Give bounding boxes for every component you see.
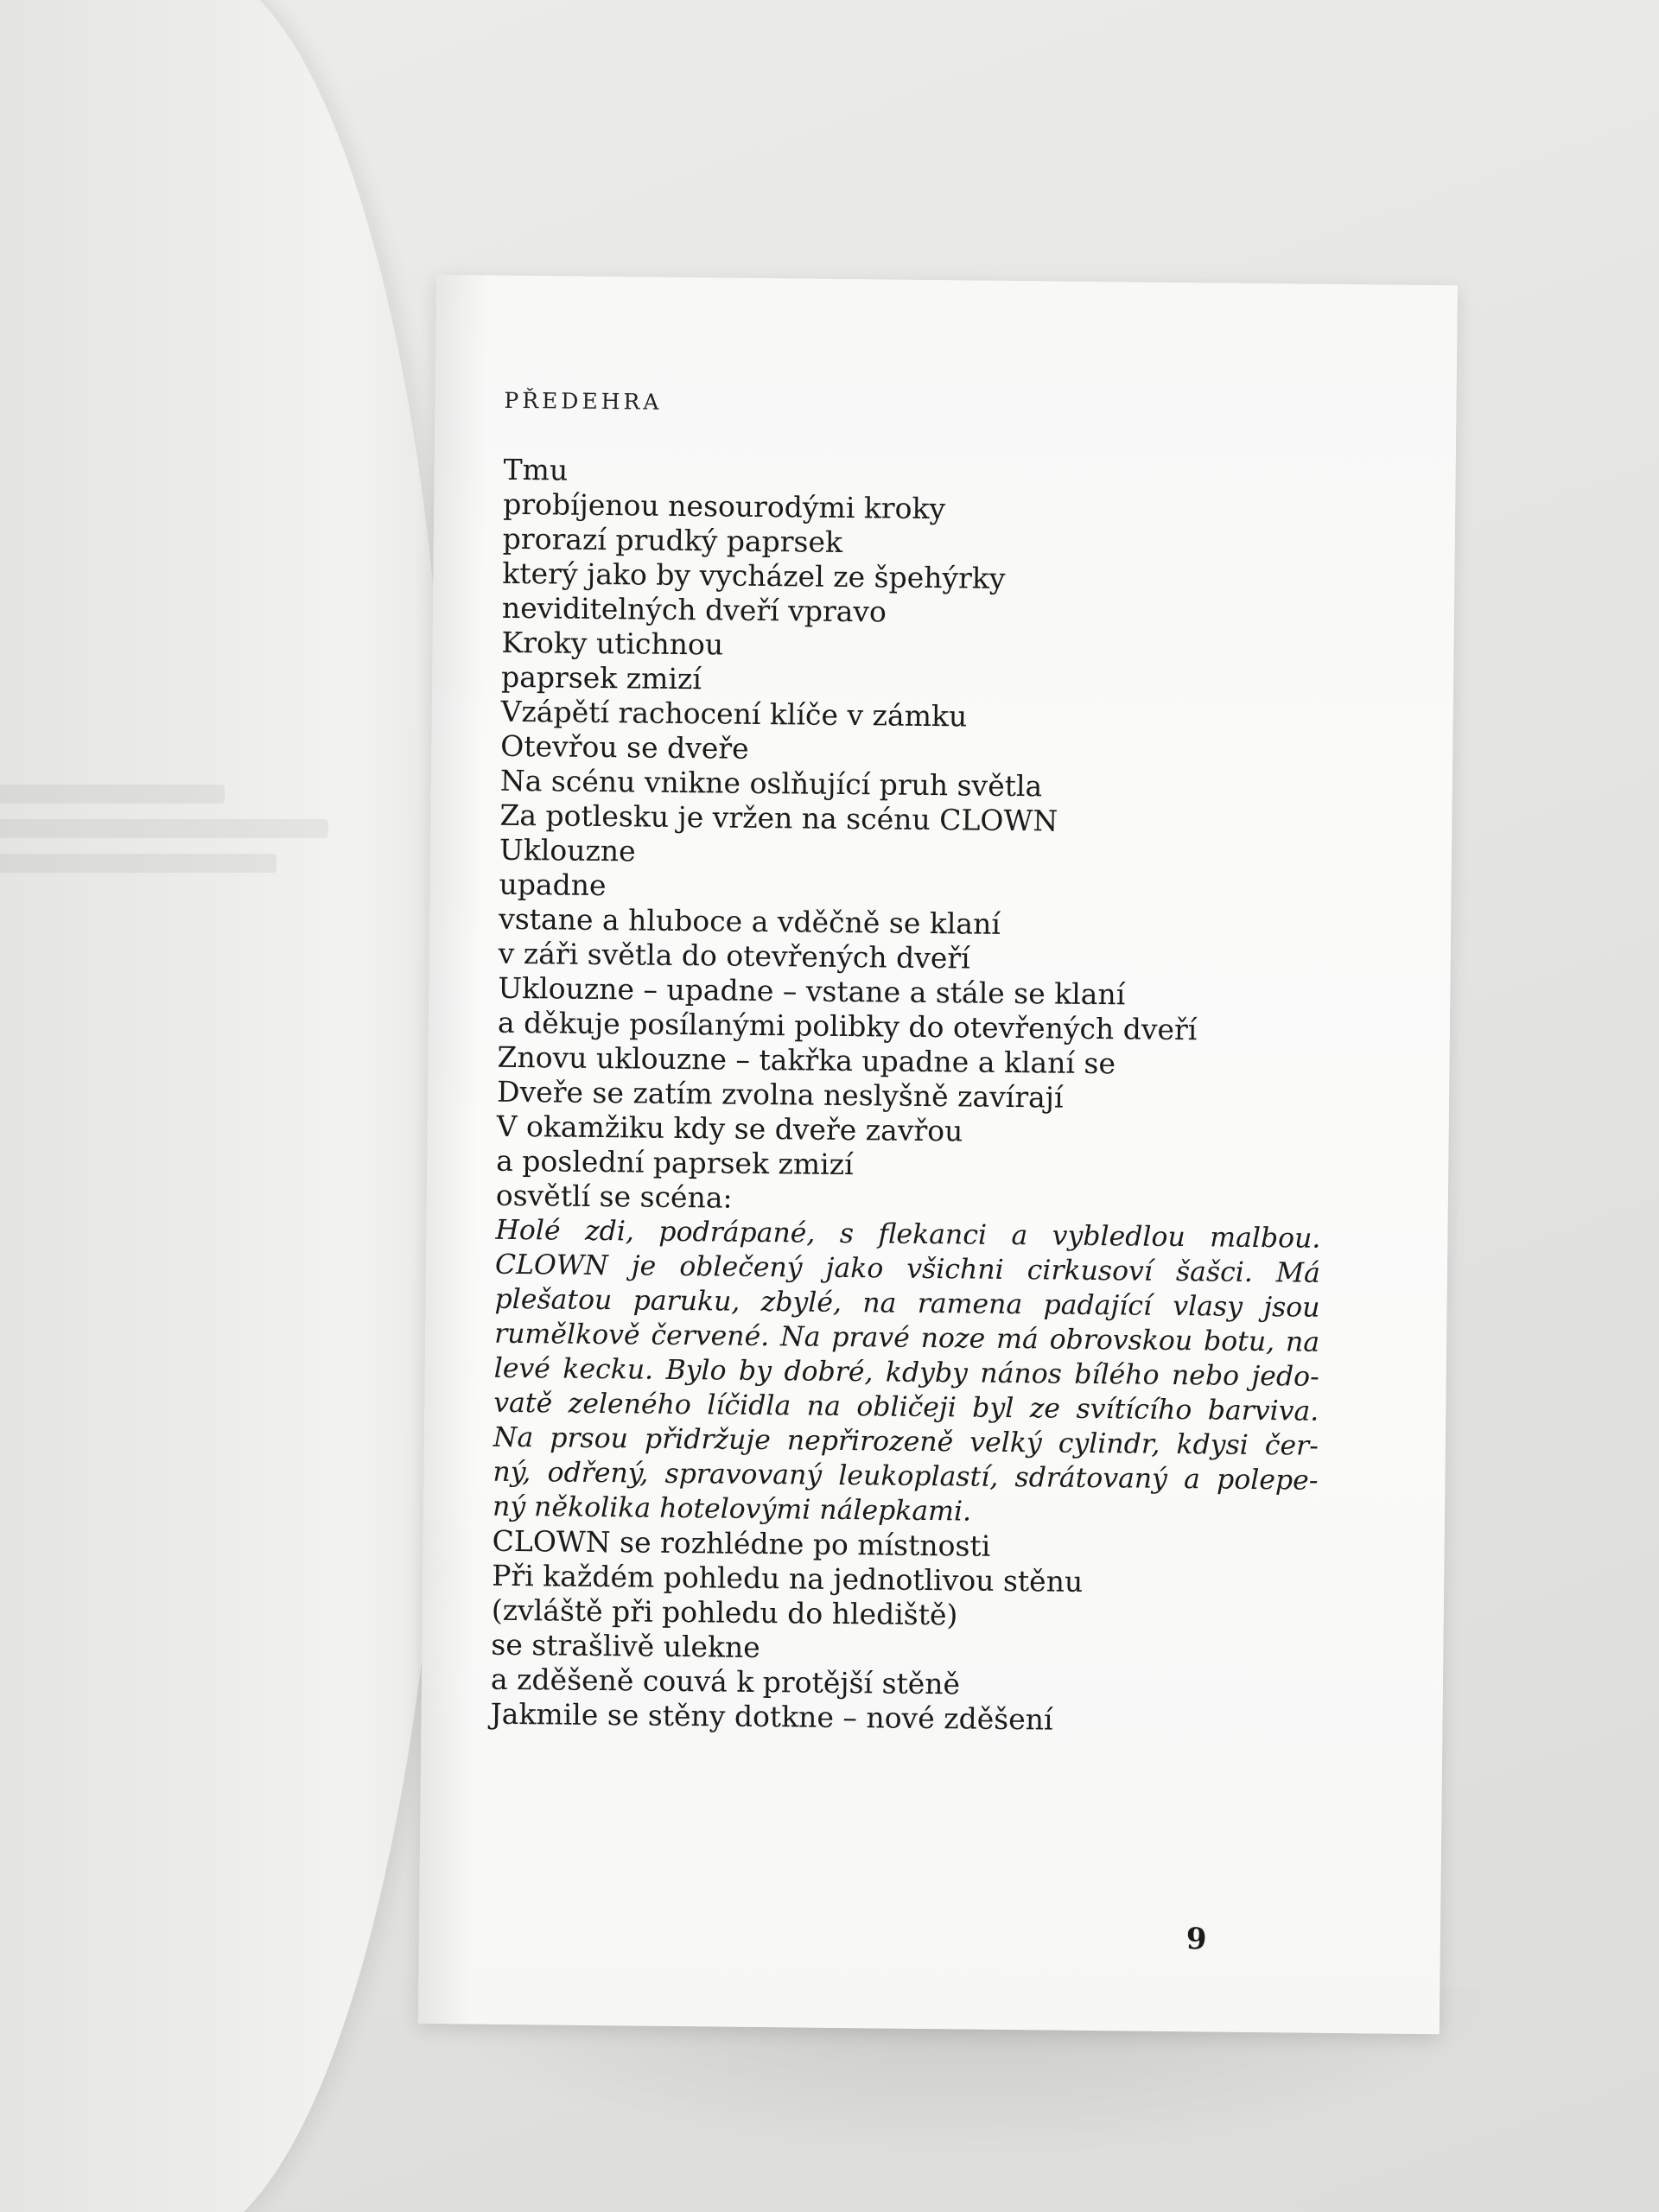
stage-direction-line: ný, odřený, spravovaný leukoplastí, sdrátovaný a polepe- [493, 1456, 1319, 1497]
verse-line: (zvláště při pohledu do hlediště) [491, 1592, 958, 1632]
poem-text [490, 453, 1367, 1740]
verse-line: paprsek zmizí [500, 659, 702, 696]
verse-line: Vzápětí rachocení klíče v zámku [500, 694, 968, 734]
verse-lines-after [490, 1524, 1356, 1740]
verse-line: upadne [499, 867, 607, 903]
verse-line: a poslední paprsek zmizí [496, 1143, 854, 1182]
verse-line: prorazí prudký paprsek [502, 521, 843, 559]
verse-line: a zděšeně couvá k protější stěně [490, 1662, 961, 1701]
stage-direction-line: ný několika hotelovými nálepkami. [492, 1491, 972, 1528]
verse-lines-before [496, 453, 1368, 1222]
verse-line: neviditelných dveří vpravo [501, 590, 887, 629]
verse-line: Kroky utichnou [501, 625, 724, 662]
left-page [0, 0, 449, 2212]
verse-line: Tmu [503, 452, 569, 487]
verse-line: Dveře se zatím zvolna neslyšně zavírají [496, 1074, 1064, 1115]
verse-line: osvětlí se scéna: [495, 1178, 733, 1215]
stage-direction-line: levé kecku. Bylo by dobré, kdyby nános bílého nebo jedo- [493, 1352, 1319, 1393]
stage-direction-line: plešatou paruku, zbylé, na ramena padající vlasy jsou [494, 1283, 1320, 1324]
verse-line: který jako by vycházel ze špehýrky [502, 556, 1006, 595]
stage-direction-line: Holé zdi, podrápané, s flekanci a vybledlou malbou. [495, 1214, 1321, 1255]
stage-direction-line: vatě zeleného líčidla na obličeji byl ze svítícího barviva. [493, 1387, 1319, 1427]
verse-line: probíjenou nesourodými kroky [503, 486, 946, 526]
verse-line: Uklouzne – upadne – vstane a stále se klaní [498, 970, 1126, 1012]
verse-line: CLOWN se rozhlédne po místnosti [492, 1523, 991, 1563]
stage-direction-line: CLOWN je oblečený jako všichni cirkusoví šašci. Má [494, 1249, 1321, 1289]
right-page [418, 275, 1458, 2034]
verse-line: Za potlesku je vržen na scénu CLOWN [499, 798, 1058, 838]
running-head: PŘEDEHRA [504, 387, 663, 415]
verse-line: a děkuje posílanými polibky do otevřených dveří [497, 1005, 1198, 1047]
stage-direction [493, 1213, 1321, 1533]
verse-line: V okamžiku kdy se dveře zavřou [496, 1109, 963, 1148]
verse-line: se strašlivě ulekne [491, 1627, 761, 1665]
page-number: 9 [1185, 1922, 1207, 1957]
verse-line: Na scénu vnikne oslňující pruh světla [499, 763, 1043, 804]
verse-line: Uklouzne [499, 832, 636, 868]
stage-direction-line: rumělkově červené. Na pravé noze má obrovskou botu, na [493, 1318, 1320, 1358]
verse-line: Jakmile se stěny dotkne – nové zděšení [490, 1696, 1053, 1737]
show-through-text [0, 769, 380, 968]
verse-line: Otevřou se dveře [500, 728, 749, 766]
stage-direction-line: Na prsou přidržuje nepřirozeně velký cylindr, kdysi čer- [493, 1421, 1319, 1462]
verse-line: Znovu uklouzne – takřka upadne a klaní se [497, 1039, 1116, 1081]
verse-line: Při každém pohledu na jednotlivou stěnu [492, 1558, 1084, 1599]
verse-line: vstane a hluboce a vděčně se klaní [498, 901, 1001, 941]
verse-line: v záři světla do otevřených dveří [498, 936, 970, 976]
